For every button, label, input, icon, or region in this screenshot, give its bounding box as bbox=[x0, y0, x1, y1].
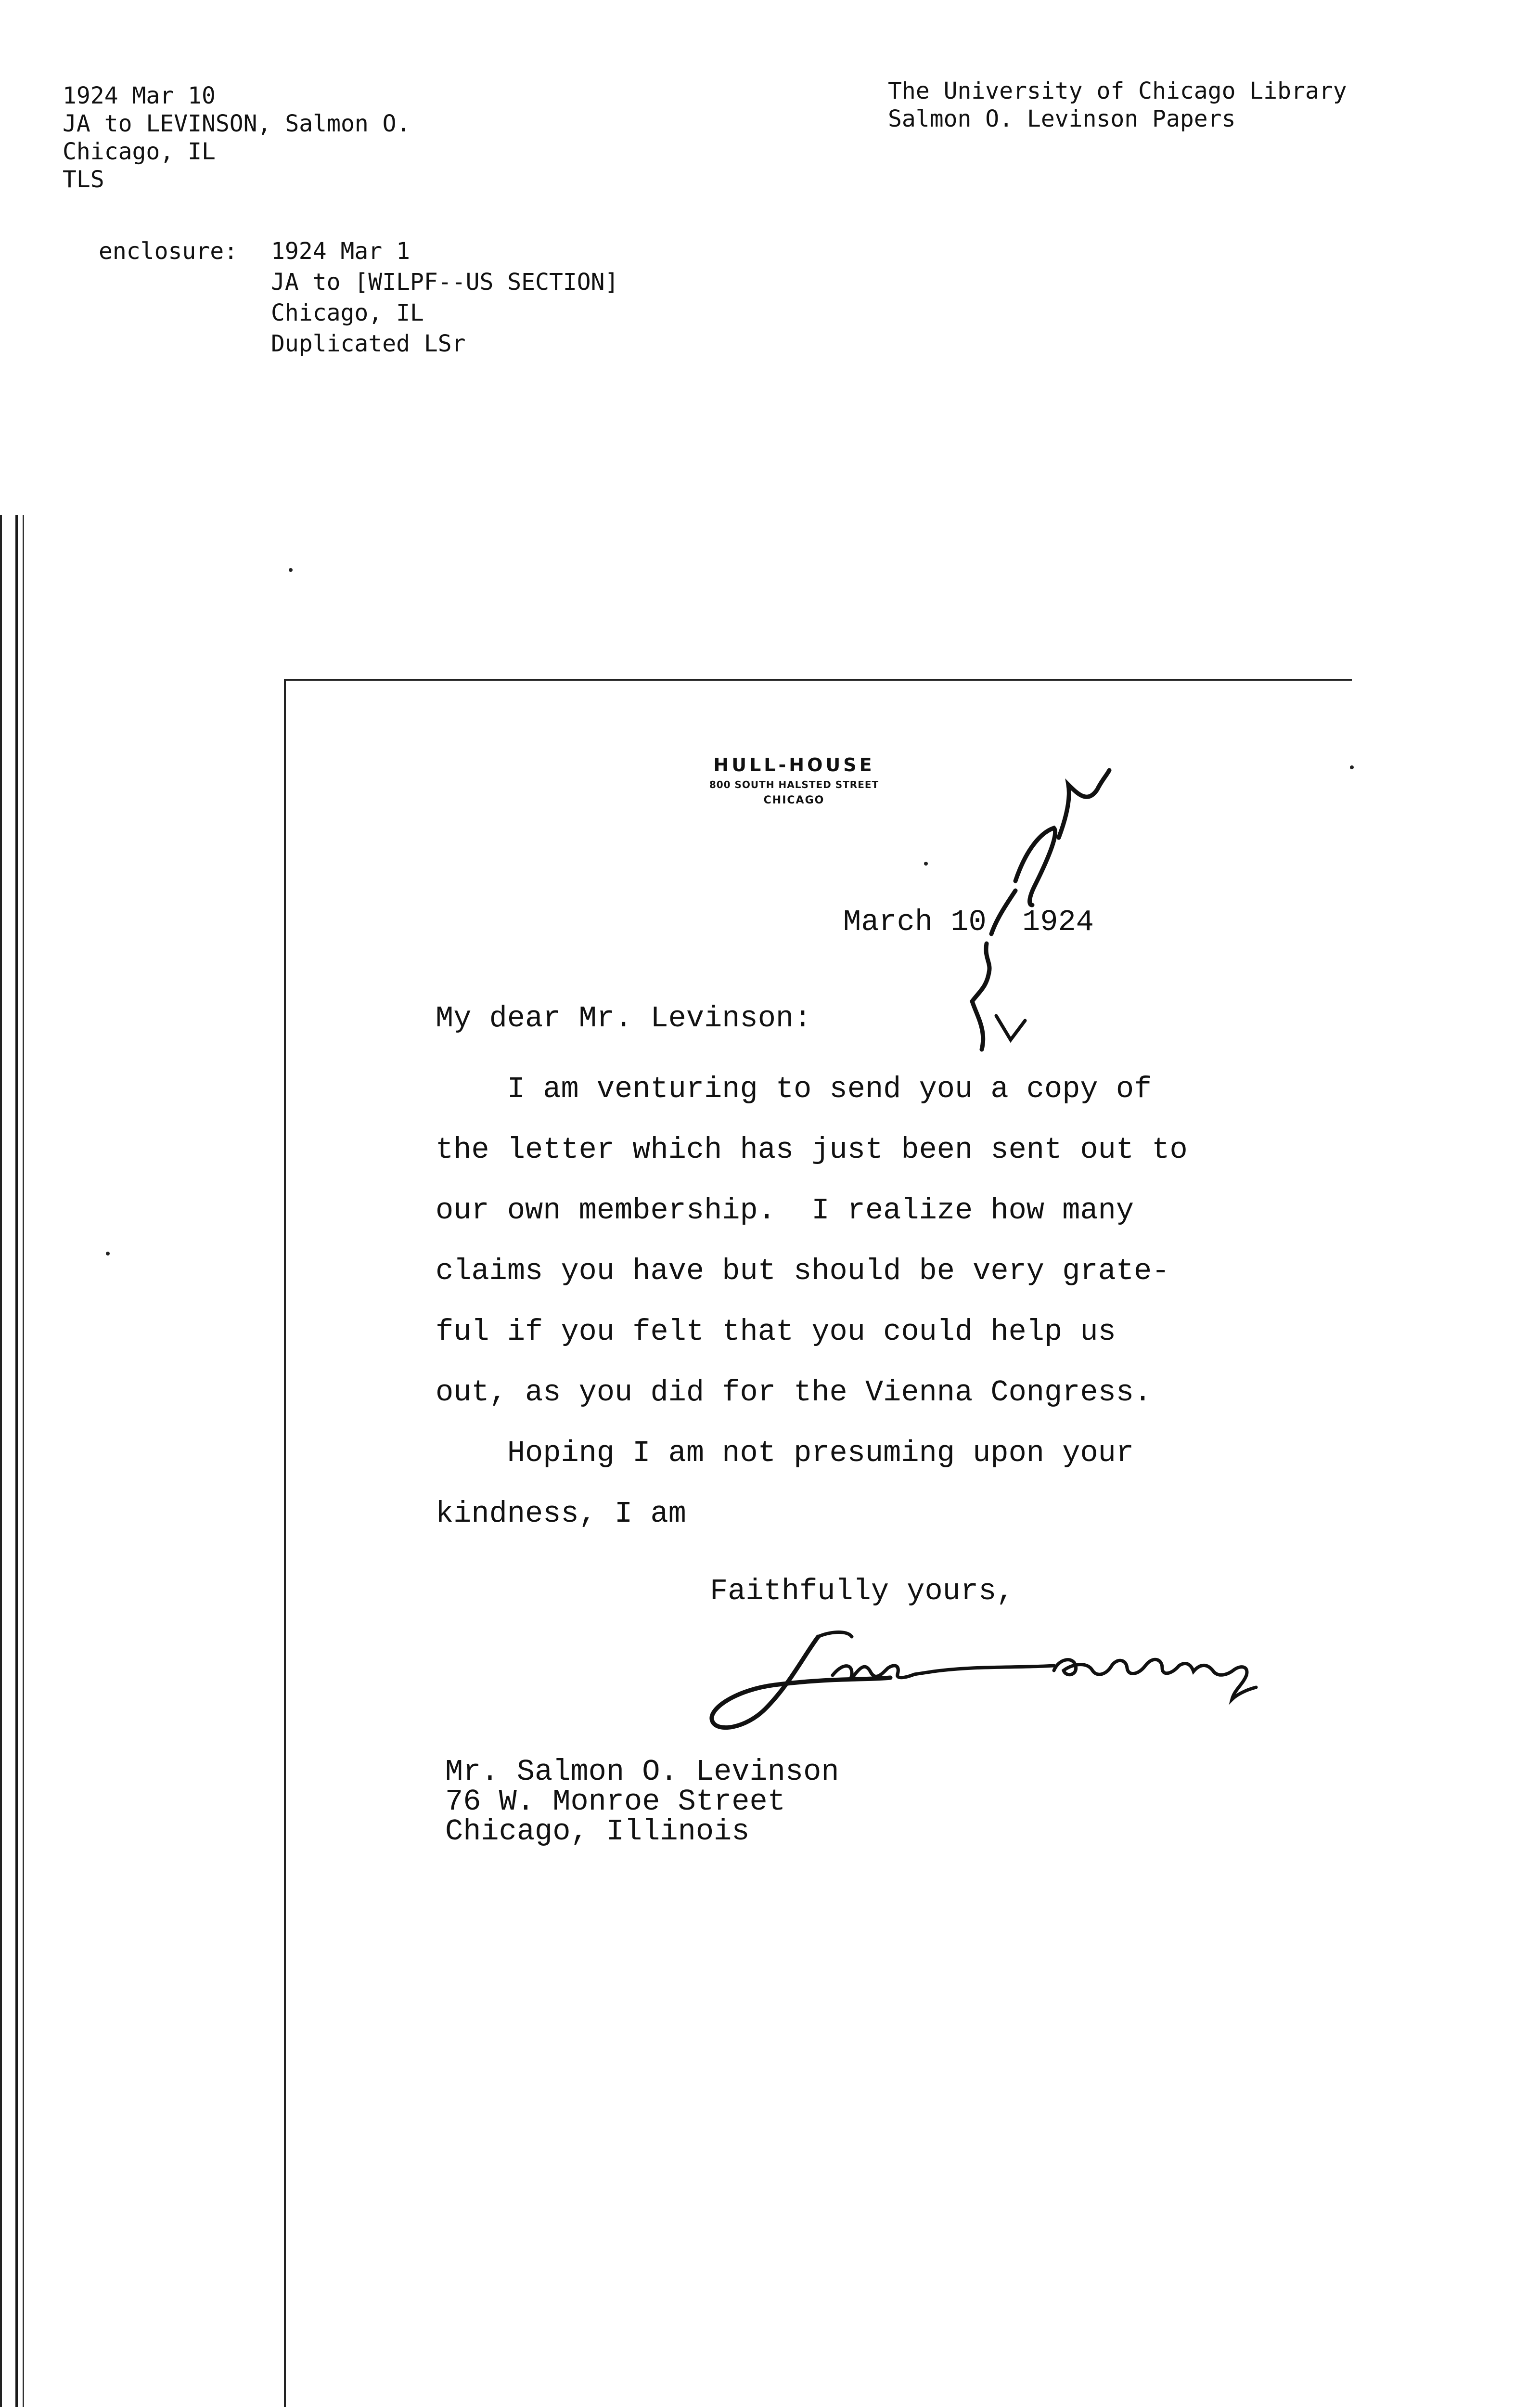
scan-edge-outer bbox=[0, 515, 2, 2407]
body-line: kindness, I am bbox=[436, 1497, 686, 1531]
letterhead bbox=[654, 753, 934, 808]
enclosure-correspondents: JA to [WILPF--US SECTION] bbox=[271, 269, 619, 296]
catalog-date: 1924 Mar 10 bbox=[63, 82, 216, 109]
body-line: our own membership. I realize how many bbox=[436, 1193, 1134, 1228]
enclosure-details bbox=[271, 236, 618, 359]
repository-header bbox=[888, 77, 1347, 133]
scan-edge bbox=[15, 515, 24, 2407]
recipient-street: 76 W. Monroe Street bbox=[445, 1785, 785, 1819]
letter-salutation: My dear Mr. Levinson: bbox=[436, 1001, 812, 1035]
letter-date: March 10, 1924 bbox=[843, 905, 1094, 939]
letterhead-street: 800 SOUTH HALSTED STREET bbox=[709, 779, 879, 790]
letterhead-city: CHICAGO bbox=[763, 794, 825, 806]
recipient-name: Mr. Salmon O. Levinson bbox=[445, 1755, 839, 1789]
body-line: Hoping I am not presuming upon your bbox=[436, 1436, 1134, 1470]
scan-speck bbox=[106, 1252, 110, 1255]
catalog-correspondents: JA to LEVINSON, Salmon O. bbox=[63, 110, 411, 137]
letter-closing: Faithfully yours, bbox=[710, 1574, 1014, 1608]
body-line: ful if you felt that you could help us bbox=[436, 1315, 1116, 1349]
catalog-place: Chicago, IL bbox=[63, 138, 216, 165]
repository-library: The University of Chicago Library bbox=[888, 78, 1347, 104]
scan-speck bbox=[289, 568, 293, 572]
body-line: I am venturing to send you a copy of bbox=[436, 1072, 1152, 1106]
scan-speck bbox=[1350, 765, 1354, 769]
catalog-type: TLS bbox=[63, 166, 104, 193]
enclosure-place: Chicago, IL bbox=[271, 299, 424, 326]
repository-collection: Salmon O. Levinson Papers bbox=[888, 105, 1236, 132]
body-line: the letter which has just been sent out to bbox=[436, 1133, 1188, 1167]
handwritten-date-note bbox=[943, 761, 1126, 1059]
body-line: out, as you did for the Vienna Congress. bbox=[436, 1375, 1152, 1410]
letterhead-name: HULL-HOUSE bbox=[713, 754, 875, 776]
letter-body bbox=[436, 1059, 1188, 1544]
body-line: claims you have but should be very grate- bbox=[436, 1254, 1170, 1288]
scan-speck bbox=[924, 862, 928, 866]
enclosure-label: enclosure: bbox=[99, 238, 238, 265]
enclosure-type: Duplicated LSr bbox=[271, 330, 466, 357]
recipient-address bbox=[445, 1757, 839, 1847]
enclosure-date: 1924 Mar 1 bbox=[271, 238, 410, 265]
signature-image bbox=[707, 1618, 1309, 1743]
catalog-header bbox=[63, 82, 410, 194]
recipient-city: Chicago, Illinois bbox=[445, 1814, 750, 1849]
